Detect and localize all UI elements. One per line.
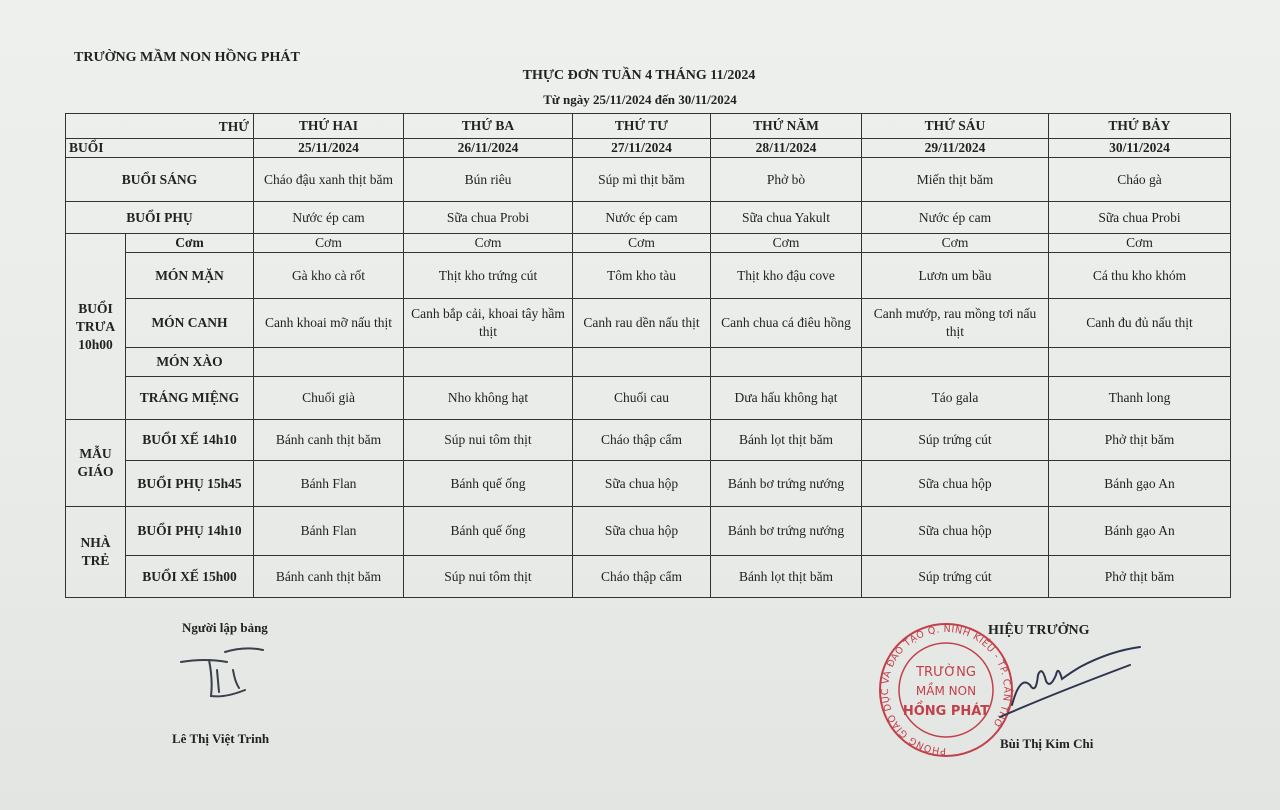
corner-cell: [66, 114, 254, 139]
menu-cell: [1049, 348, 1231, 377]
nursery-snack-row: [66, 507, 1231, 556]
menu-cell: Tôm kho tàu: [573, 253, 711, 299]
menu-table: [65, 113, 1231, 598]
menu-cell: Cháo thập cẩm: [573, 556, 711, 598]
menu-cell: Sữa chua hộp: [862, 461, 1049, 507]
row-label: Cơm: [126, 234, 254, 253]
menu-cell: Bánh canh thịt băm: [254, 420, 404, 461]
menu-cell: Cơm: [573, 234, 711, 253]
lunch-group-label: BUỔI TRƯA 10h00: [66, 234, 126, 420]
rice-row: [66, 234, 1231, 253]
menu-cell: Cơm: [1049, 234, 1231, 253]
menu-cell: Sữa chua Yakult: [711, 202, 862, 234]
day-header: THỨ HAI: [254, 114, 404, 139]
stamp-line-2: MẦM NON: [915, 684, 977, 698]
menu-cell: Bánh lọt thịt băm: [711, 556, 862, 598]
dessert-row: [66, 377, 1231, 420]
day-header: THỨ NĂM: [711, 114, 862, 139]
menu-cell: Lươn um bầu: [862, 253, 1049, 299]
menu-cell: Canh mướp, rau mồng tơi nấu thịt: [862, 299, 1049, 348]
menu-cell: Nước ép cam: [573, 202, 711, 234]
menu-cell: Nước ép cam: [862, 202, 1049, 234]
menu-cell: Sữa chua hộp: [573, 507, 711, 556]
row-label: BUỔI SÁNG: [66, 158, 254, 202]
menu-cell: Súp mì thịt băm: [573, 158, 711, 202]
main-dish-row: [66, 253, 1231, 299]
menu-cell: Miến thịt băm: [862, 158, 1049, 202]
menu-cell: Canh chua cá điêu hồng: [711, 299, 862, 348]
menu-cell: Sữa chua hộp: [862, 507, 1049, 556]
menu-cell: Sữa chua hộp: [573, 461, 711, 507]
date-cell: 27/11/2024: [573, 139, 711, 158]
preparer-name: Lê Thị Việt Trinh: [172, 731, 270, 746]
menu-cell: Canh bắp cải, khoai tây hầm thịt: [404, 299, 573, 348]
menu-cell: Sữa chua Probi: [404, 202, 573, 234]
menu-cell: Táo gala: [862, 377, 1049, 420]
menu-cell: Cơm: [862, 234, 1049, 253]
menu-cell: Canh đu đủ nấu thịt: [1049, 299, 1231, 348]
preparer-signature: [175, 640, 285, 710]
corner-day-label: THỨ: [218, 119, 249, 134]
menu-cell: [254, 348, 404, 377]
principal-signature: [990, 645, 1150, 735]
menu-cell: Bánh quế ống: [404, 461, 573, 507]
kinder-afternoon-row: [66, 420, 1231, 461]
menu-cell: Bánh Flan: [254, 461, 404, 507]
menu-cell: [404, 348, 573, 377]
row-label: TRÁNG MIỆNG: [126, 377, 254, 420]
row-label: BUỔI PHỤ 15h45: [126, 461, 254, 507]
stirfry-row: [66, 348, 1231, 377]
date-cell: 28/11/2024: [711, 139, 862, 158]
menu-cell: Bánh bơ trứng nướng: [711, 461, 862, 507]
menu-cell: Bánh Flan: [254, 507, 404, 556]
row-label: BUỔI PHỤ: [66, 202, 254, 234]
row-label: MÓN CANH: [126, 299, 254, 348]
menu-cell: Dưa hấu không hạt: [711, 377, 862, 420]
menu-cell: Canh khoai mỡ nấu thịt: [254, 299, 404, 348]
menu-cell: Bánh quế ống: [404, 507, 573, 556]
principal-name: Bùi Thị Kim Chi: [1000, 736, 1094, 751]
menu-cell: Cá thu kho khóm: [1049, 253, 1231, 299]
nursery-afternoon-row: [66, 556, 1231, 598]
menu-cell: Canh rau dền nấu thịt: [573, 299, 711, 348]
menu-cell: Cơm: [711, 234, 862, 253]
menu-cell: Bánh gạo An: [1049, 507, 1231, 556]
date-cell: 26/11/2024: [404, 139, 573, 158]
menu-cell: Súp nui tôm thịt: [404, 420, 573, 461]
kinder-snack-row: [66, 461, 1231, 507]
menu-cell: Phở thịt băm: [1049, 556, 1231, 598]
kindergarten-group-label: MẪU GIÁO: [66, 420, 126, 507]
stamp-ring-text: PHÒNG GIÁO DỤC VÀ ĐÀO TẠO Q. NINH KIỀU - TP. CẦN THƠ: [879, 623, 1013, 757]
menu-cell: Chuối già: [254, 377, 404, 420]
row-label: BUỔI PHỤ 14h10: [126, 507, 254, 556]
menu-cell: Sữa chua Probi: [1049, 202, 1231, 234]
date-row: [66, 139, 1231, 158]
date-cell: 30/11/2024: [1049, 139, 1231, 158]
row-label: BUỔI XẾ 14h10: [126, 420, 254, 461]
menu-cell: Nước ép cam: [254, 202, 404, 234]
day-header: THỨ BẢY: [1049, 114, 1231, 139]
menu-cell: [573, 348, 711, 377]
menu-cell: Cơm: [254, 234, 404, 253]
menu-cell: Bánh canh thịt băm: [254, 556, 404, 598]
page-subtitle: Từ ngày 25/11/2024 đến 30/11/2024: [543, 92, 737, 107]
menu-cell: Súp nui tôm thịt: [404, 556, 573, 598]
nursery-group-label: NHÀ TRẺ: [66, 507, 126, 598]
menu-cell: Thanh long: [1049, 377, 1231, 420]
snack-row: [66, 202, 1231, 234]
row-label: MÓN XÀO: [126, 348, 254, 377]
row-label: MÓN MẶN: [126, 253, 254, 299]
menu-cell: [711, 348, 862, 377]
menu-cell: Bún riêu: [404, 158, 573, 202]
menu-cell: Súp trứng cút: [862, 420, 1049, 461]
row-label: BUỔI XẾ 15h00: [126, 556, 254, 598]
preparer-label: Người lập bảng: [182, 620, 268, 635]
day-header: THỨ BA: [404, 114, 573, 139]
menu-cell: Thịt kho đậu cove: [711, 253, 862, 299]
day-header: THỨ TƯ: [573, 114, 711, 139]
menu-cell: Cháo gà: [1049, 158, 1231, 202]
menu-cell: Nho không hạt: [404, 377, 573, 420]
menu-cell: Phở thịt băm: [1049, 420, 1231, 461]
menu-cell: Cháo đậu xanh thịt băm: [254, 158, 404, 202]
date-cell: 29/11/2024: [862, 139, 1049, 158]
menu-cell: Bánh gạo An: [1049, 461, 1231, 507]
principal-label: HIỆU TRƯỞNG: [988, 623, 1090, 638]
soup-row: [66, 299, 1231, 348]
menu-cell: [862, 348, 1049, 377]
stamp-line-3: HỒNG PHÁT: [902, 704, 990, 719]
menu-cell: Phở bò: [711, 158, 862, 202]
menu-cell: Gà kho cà rốt: [254, 253, 404, 299]
day-header: THỨ SÁU: [862, 114, 1049, 139]
day-header-row: [66, 114, 1231, 139]
page-title: THỰC ĐƠN TUẦN 4 THÁNG 11/2024: [522, 68, 756, 83]
date-cell: 25/11/2024: [254, 139, 404, 158]
menu-cell: Súp trứng cút: [862, 556, 1049, 598]
menu-cell: Chuối cau: [573, 377, 711, 420]
menu-cell: Thịt kho trứng cút: [404, 253, 573, 299]
menu-cell: Cơm: [404, 234, 573, 253]
morning-row: [66, 158, 1231, 202]
menu-cell: Bánh lọt thịt băm: [711, 420, 862, 461]
menu-cell: Bánh bơ trứng nướng: [711, 507, 862, 556]
corner-session-label: BUỔI: [66, 139, 254, 158]
menu-cell: Cháo thập cẩm: [573, 420, 711, 461]
stamp-line-1: TRƯỜNG: [916, 665, 976, 680]
school-name: TRƯỜNG MẦM NON HỒNG PHÁT: [74, 50, 300, 65]
